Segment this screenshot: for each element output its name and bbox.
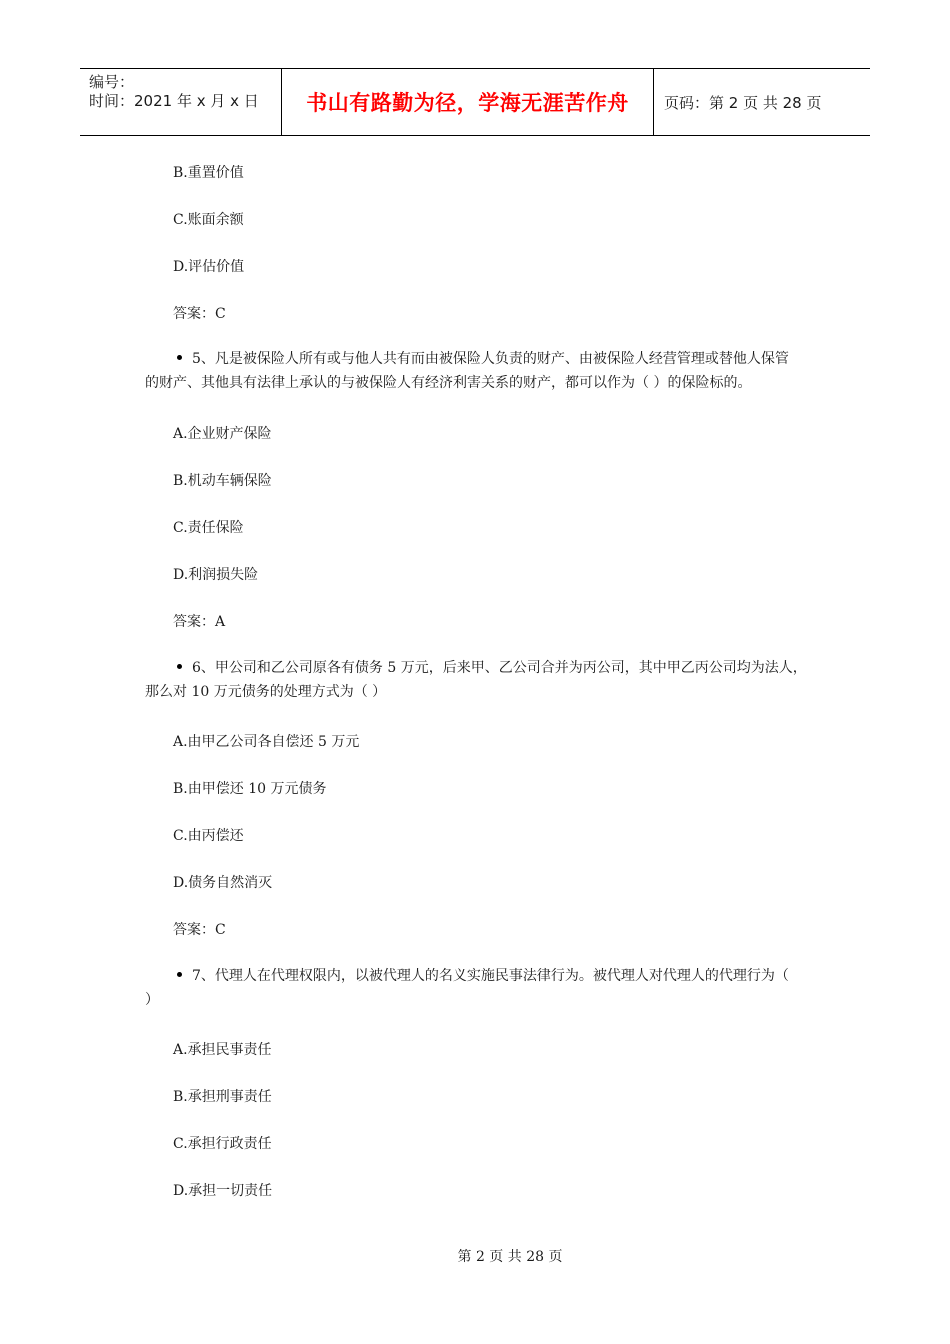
document-header <box>80 68 870 136</box>
q5-option-d: D.利润损失险 <box>173 567 259 583</box>
q6-answer: 答案：C <box>173 922 226 938</box>
bullet-icon <box>177 972 182 977</box>
q6-stem-line1-wrap <box>145 656 820 680</box>
header-motto: 书山有路勤为径，学海无涯苦作舟 <box>282 69 654 135</box>
q7-stem-line1-wrap <box>145 964 820 988</box>
q5-stem-line1-wrap <box>145 347 820 371</box>
q4-answer: 答案：C <box>173 306 226 322</box>
q4-option-c: C.账面余额 <box>173 212 244 228</box>
q7-option-d: D.承担一切责任 <box>173 1183 273 1199</box>
bullet-icon <box>177 355 182 360</box>
q7-option-b: B.承担刑事责任 <box>173 1089 272 1105</box>
q5-stem-line2: 的财产、其他具有法律上承认的与被保险人有经济利害关系的财产，都可以作为（ ）的保险标的。 <box>145 375 752 391</box>
q6-option-a: A.由甲乙公司各自偿还 5 万元 <box>173 734 360 750</box>
q4-option-d: D.评估价值 <box>173 259 245 275</box>
q5-answer: 答案：A <box>173 614 226 630</box>
q7-option-a: A.承担民事责任 <box>173 1042 272 1058</box>
q6-stem-line1: 6、甲公司和乙公司原各有债务 5 万元，后来甲、乙公司合并为丙公司，其中甲乙丙公司均为法人， <box>192 660 807 676</box>
q7-option-c: C.承担行政责任 <box>173 1136 272 1152</box>
header-page-label: 页码：第 2 页 共 28 页 <box>664 93 822 112</box>
q6-option-d: D.债务自然消灭 <box>173 875 273 891</box>
q6-stem-line2: 那么对 10 万元债务的处理方式为（ ） <box>145 684 387 700</box>
q4-option-b: B.重置价值 <box>173 165 244 181</box>
q5-option-b: B.机动车辆保险 <box>173 473 272 489</box>
document-date-label: 时间：2021 年 x 月 x 日 <box>89 92 259 110</box>
q6-option-b: B.由甲偿还 10 万元债务 <box>173 781 327 797</box>
header-meta-cell <box>80 69 282 135</box>
q5-option-c: C.责任保险 <box>173 520 244 536</box>
q6-option-c: C.由丙偿还 <box>173 828 244 844</box>
q5-stem-line1: 5、凡是被保险人所有或与他人共有而由被保险人负责的财产、由被保险人经营管理或替他人保管 <box>192 351 789 367</box>
q7-stem-line2: ） <box>145 992 159 1008</box>
document-code-label: 编号： <box>89 73 135 91</box>
q6-stem <box>145 656 820 704</box>
q5-option-a: A.企业财产保险 <box>173 426 272 442</box>
page-footer: 第 2 页 共 28 页 <box>457 1249 563 1265</box>
q7-stem-line1: 7、代理人在代理权限内，以被代理人的名义实施民事法律行为。被代理人对代理人的代理行为（ <box>192 968 789 984</box>
q7-stem <box>145 964 820 1012</box>
q5-stem <box>145 347 820 395</box>
bullet-icon <box>177 664 182 669</box>
